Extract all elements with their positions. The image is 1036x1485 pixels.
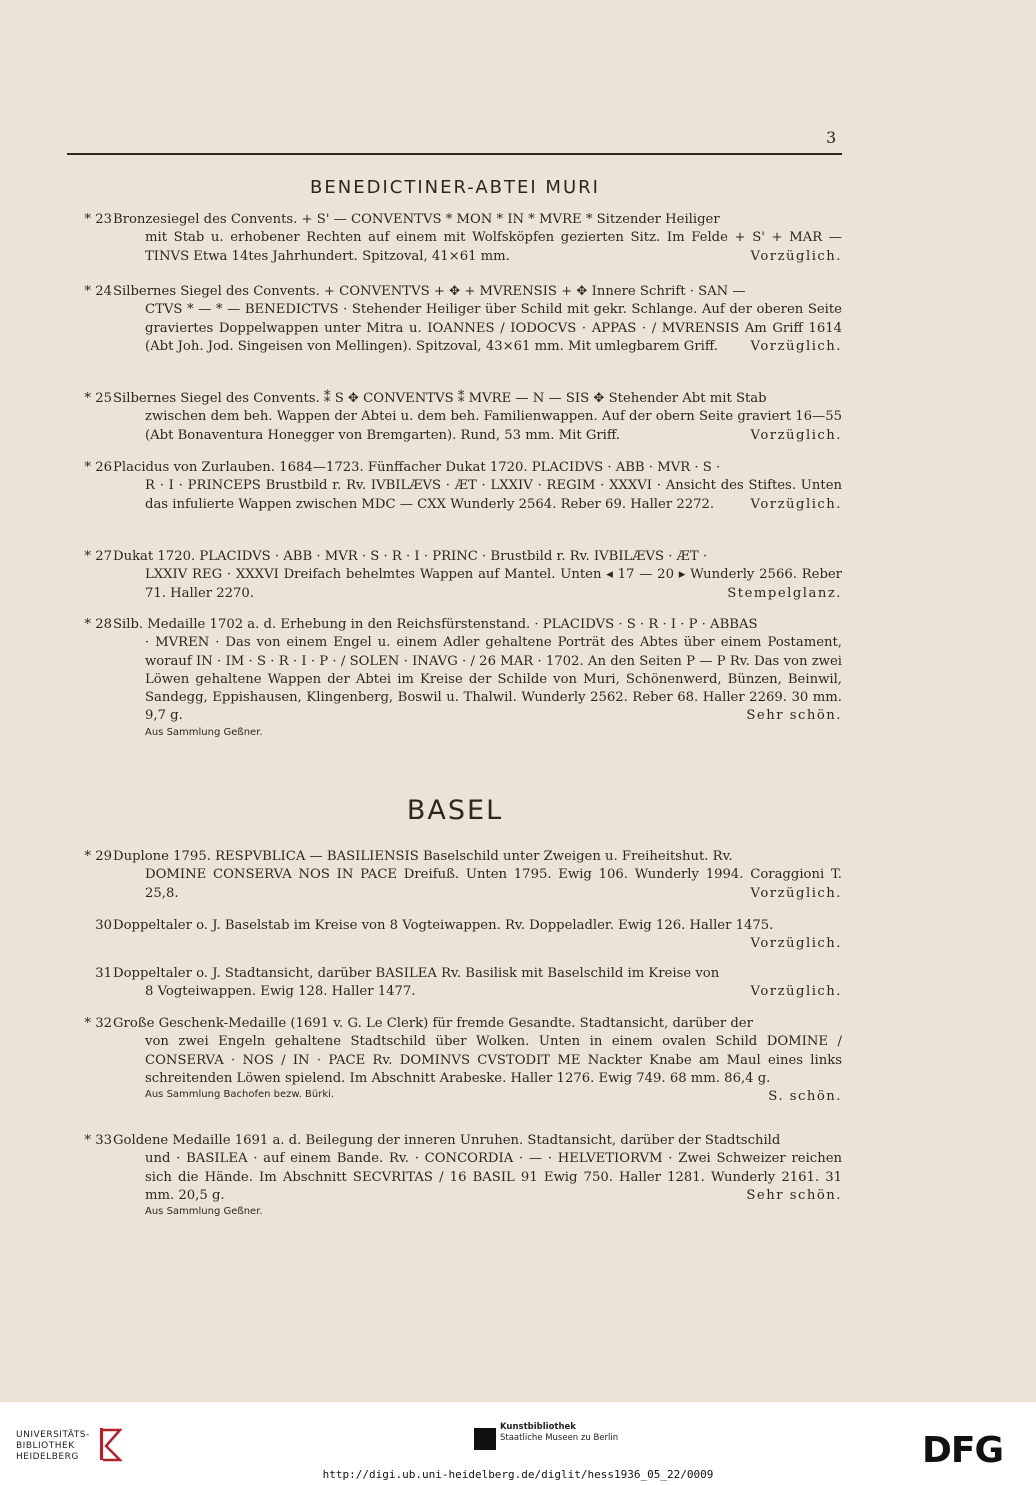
lot-number: * 29	[84, 849, 112, 864]
lot-rating: Vorzüglich.	[750, 338, 842, 354]
lot-text: von zwei Engeln gehaltene Stadtschild über Wolken. Unten in einem ovalen Schild DOMINE / CONSERVA · NOS / IN · PACE Rv. DOMINVS CVSTODIT ME Nackter Knabe am Maul eines links schreitenden Löwen spielend. Im Abschnitt Arabeske. Haller 1276. Ewig 749. 68 mm. 86,4 g.	[145, 1034, 842, 1086]
provenance-note: Aus Sammlung Bachofen bezw. Bürki.	[145, 1089, 335, 1101]
lot-text: LXXIV REG · XXXVI Dreifach behelmtes Wappen auf Mantel. Unten ◂ 17 — 20 ▸ Wunderly 2566. Reber 71. Haller 2270.	[145, 567, 842, 601]
lot-first-line: Placidus von Zurlauben. 1684—1723. Fünffacher Dukat 1720. PLACIDVS · ABB · MVR · S ·	[113, 460, 721, 475]
provenance-note: Aus Sammlung Geßner.	[145, 1206, 263, 1218]
lot-number: * 26	[84, 460, 112, 475]
provenance-note: Aus Sammlung Geßner.	[145, 726, 263, 738]
kunstbibliothek-logo-icon	[474, 1428, 496, 1450]
lot-text: · MVREN · Das von einem Engel u. einem Adler gehaltene Porträt des Abtes über einem Postament, worauf IN · IM · S · R · I · P · / SOLEN · INAVG · / 26 MAR · 1702. An den Seiten P — P Rv. Das von zwei Löwen gehaltene Wappen der Abtei im Kreise der Schilde von Muri, Schönenwerd, Bünzen, Beinwil, Sandegg, Eppishausen, Klingenberg, Boswil u. Thalwil. Wunderly 2562. Reber 68. Haller 2269. 30 mm. 9,7 g.	[145, 635, 842, 724]
lot-entry	[50, 965, 842, 1002]
university-library-logo[interactable]: UNIVERSITÄTS- BIBLIOTHEK HEIDELBERG	[16, 1430, 90, 1462]
lot-number: * 28	[84, 617, 112, 632]
lot-first-line: Goldene Medaille 1691 a. d. Beilegung der inneren Unruhen. Stadtansicht, darüber der Stadtschild	[113, 1133, 781, 1148]
lot-entry	[50, 283, 842, 356]
lot-entry	[50, 917, 842, 954]
lot-text: und · BASILEA · auf einem Bande. Rv. · CONCORDIA · — · HELVETIORVM · Zwei Schweizer reichen sich die Hände. Im Abschnitt SECVRITAS / 16 BASIL 91 Ewig 750. Haller 1281. Wunderly 2161. 31 mm. 20,5 g.	[145, 1151, 842, 1203]
section-title-muri: BENEDICTINER-ABTEI MURI	[310, 177, 600, 198]
lot-text: mit Stab u. erhobener Rechten auf einem mit Wolfsköpfen gezierten Sitz. Im Felde + S' + MAR — TINVS Etwa 14tes Jahrhundert. Spitzoval, 41×61 mm.	[145, 230, 842, 264]
header-rule	[67, 153, 842, 155]
lot-rating: Sehr schön.	[746, 1187, 842, 1203]
lot-number: * 27	[84, 549, 112, 564]
lot-rating: Vorzüglich.	[750, 936, 842, 952]
lot-number: * 23	[84, 212, 112, 227]
lot-first-line: Bronzesiegel des Convents. + S' — CONVENTVS * MON * IN * MVRE * Sitzender Heiliger	[113, 212, 720, 227]
lot-entry	[50, 1015, 842, 1106]
lot-number: * 32	[84, 1016, 112, 1031]
lot-text: R · I · PRINCEPS Brustbild r. Rv. IVBILÆVS · ÆT · LXXIV · REGIM · XXXVI · Ansicht des Stiftes. Unten das infulierte Wappen zwischen MDC — CXX Wunderly 2564. Reber 69. Haller 2272.	[145, 478, 842, 512]
lot-number: 30	[95, 918, 112, 933]
lot-entry	[50, 459, 842, 514]
lot-text: 8 Vogteiwappen. Ewig 128. Haller 1477.	[145, 984, 416, 1000]
lot-number: * 33	[84, 1133, 112, 1148]
section-title-basel: BASEL	[406, 795, 504, 826]
lot-first-line: Doppeltaler o. J. Stadtansicht, darüber BASILEA Rv. Basilisk mit Baselschild im Kreise von	[113, 966, 720, 981]
lot-number: 31	[95, 966, 112, 981]
lot-first-line: Doppeltaler o. J. Baselstab im Kreise von 8 Vogteiwappen. Rv. Doppeladler. Ewig 126. Haller 1475.	[113, 918, 774, 933]
lot-rating: Vorzüglich.	[750, 984, 842, 1000]
lot-first-line: Silbernes Siegel des Convents. + CONVENTVS + ✥ + MVRENSIS + ✥ Innere Schrift · SAN —	[113, 284, 746, 299]
lot-rating: Sehr schön.	[746, 708, 842, 724]
university-mark-icon	[98, 1426, 122, 1462]
lot-entry	[50, 848, 842, 903]
footer-bar	[0, 1402, 1036, 1485]
lot-entry	[50, 548, 842, 603]
lot-rating: Vorzüglich.	[750, 885, 842, 901]
dfg-logo[interactable]: DFG	[922, 1430, 1004, 1471]
lot-rating: Vorzüglich.	[750, 248, 842, 264]
lot-text: DOMINE CONSERVA NOS IN PACE Dreifuß. Unten 1795. Ewig 106. Wunderly 1994. Coraggioni T. 25,8.	[145, 867, 842, 901]
lot-first-line: Große Geschenk-Medaille (1691 v. G. Le Clerk) für fremde Gesandte. Stadtansicht, darüber der	[113, 1016, 753, 1031]
page-number: 3	[826, 128, 837, 147]
lot-entry	[50, 390, 842, 445]
lot-first-line: Silbernes Siegel des Convents. ⁑ S ✥ CONVENTVS ⁑ MVRE — N — SIS ✥ Stehender Abt mit Stab	[113, 391, 767, 406]
lot-first-line: Dukat 1720. PLACIDVS · ABB · MVR · S · R · I · PRINC · Brustbild r. Rv. IVBILÆVS · ÆT ·	[113, 549, 708, 564]
lot-number: * 25	[84, 391, 112, 406]
lot-rating: Vorzüglich.	[750, 496, 842, 512]
lot-rating: Vorzüglich.	[750, 427, 842, 443]
lot-rating: Stempelglanz.	[727, 585, 842, 601]
lot-entry	[50, 616, 842, 740]
lot-entry	[50, 1132, 842, 1219]
lot-number: * 24	[84, 284, 112, 299]
lot-rating: S. schön.	[768, 1089, 842, 1105]
lot-text: CTVS * — * — BENEDICTVS · Stehender Heiliger über Schild mit gekr. Schlange. Auf der oberen Seite graviertes Doppelwappen unter Mitra u. IOANNES / IODOCVS · APPAS · / MVRENSIS Am Griff 1614 (Abt Joh. Jod. Singeisen von Mellingen). Spitzoval, 43×61 mm. Mit umlegbarem Griff.	[145, 302, 842, 354]
kunstbibliothek-label[interactable]: Kunstbibliothek Staatliche Museen zu Berlin	[500, 1422, 619, 1443]
lot-first-line: Silb. Medaille 1702 a. d. Erhebung in den Reichsfürstenstand. · PLACIDVS · S · R · I · P · ABBAS	[113, 617, 758, 632]
lot-entry	[50, 211, 842, 266]
lot-text: zwischen dem beh. Wappen der Abtei u. dem beh. Familienwappen. Auf der obern Seite graviert 16—55 (Abt Bonaventura Honegger von Bremgarten). Rund, 53 mm. Mit Griff.	[145, 409, 842, 443]
lot-first-line: Duplone 1795. RESPVBLICA — BASILIENSIS Baselschild unter Zweigen u. Freiheitshut. Rv.	[113, 849, 733, 864]
source-url-link[interactable]: http://digi.ub.uni-heidelberg.de/diglit/hess1936_05_22/0009	[322, 1468, 714, 1481]
